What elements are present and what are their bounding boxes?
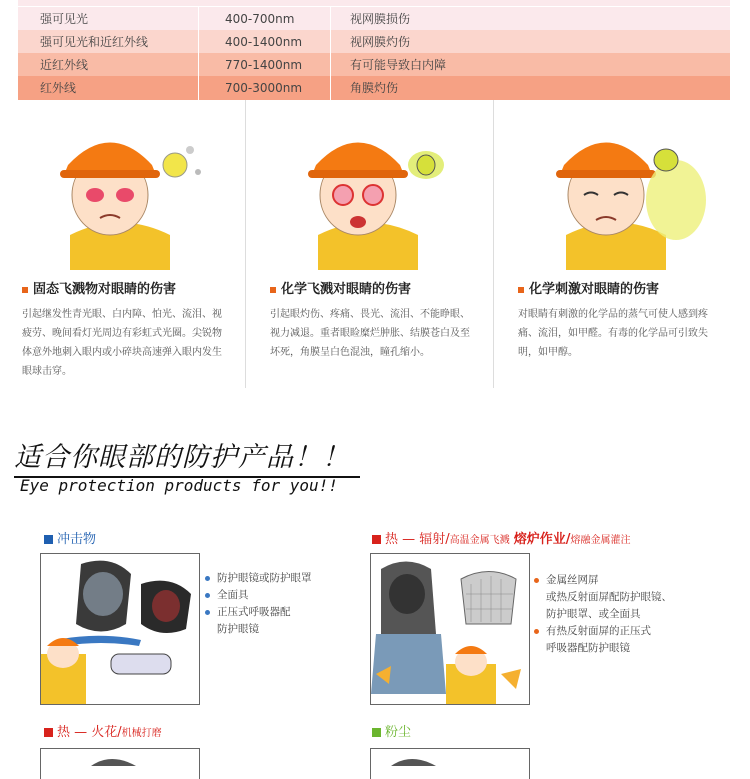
row-effect: 有可能导致白内障 xyxy=(350,58,447,72)
hazard-title: 化学刺激对眼睛的伤害 xyxy=(518,278,659,297)
divider xyxy=(245,100,246,388)
impact-products-illustration xyxy=(40,553,200,705)
list-item: 防护眼镜 xyxy=(217,623,259,635)
hazard-title: 化学飞溅对眼睛的伤害 xyxy=(270,278,411,297)
impact-section-title: 冲击物 xyxy=(44,528,96,547)
impact-product-list xyxy=(205,570,312,638)
list-item: 或热反射面屏配防护眼镜、 xyxy=(546,591,672,603)
divider xyxy=(493,100,494,388)
hazard-title: 固态飞溅物对眼睛的伤害 xyxy=(22,278,176,297)
row-name: 近红外线 xyxy=(40,58,89,72)
row-range: 400-700nm xyxy=(225,12,295,26)
row-name: 强可见光 xyxy=(40,12,89,26)
list-item: 金属丝网屏 xyxy=(534,572,672,589)
row-effect: 视网膜损伤 xyxy=(350,12,411,26)
table-row xyxy=(18,76,730,100)
worker-illustration-chemical-splash xyxy=(278,110,458,270)
dust-section-title: 粉尘 xyxy=(372,721,411,740)
heat-radiation-section-title: 热 — 辐射/高温金属飞溅 熔炉作业/熔融金属灌注 xyxy=(372,528,631,547)
list-item: 全面具 xyxy=(205,587,312,604)
table-row xyxy=(18,0,730,6)
row-name: 强可见光和近红外线 xyxy=(40,35,149,49)
table-row xyxy=(18,53,730,77)
worker-illustration-chemical-irritation xyxy=(526,110,706,270)
row-effect: 角膜灼伤 xyxy=(350,81,399,95)
row-range: 700-3000nm xyxy=(225,81,303,95)
row-range: 770-1400nm xyxy=(225,58,303,72)
hazard-panel-chemical-splash xyxy=(248,100,486,390)
row-range: 400-1400nm xyxy=(225,35,303,49)
table-row xyxy=(18,7,730,31)
hazard-description: 引起眼灼伤、疼痛、畏光、流泪、不能睁眼、视力减退。重者眼睑糜烂肿胀、结膜苍白及至坏死，角膜呈白色混浊，瞳孔缩小。 xyxy=(270,309,470,358)
worker-illustration-solid xyxy=(30,110,210,270)
hazard-panel-chemical-irritation xyxy=(496,100,734,390)
list-item: 呼吸器配防护眼镜 xyxy=(546,642,630,654)
section-subheadline: Eye protection products for you!! xyxy=(20,476,338,495)
heat-product-list xyxy=(534,572,672,657)
section-headline: 适合你眼部的防护产品！！ xyxy=(14,440,360,478)
table-row xyxy=(18,30,730,54)
hazard-description: 对眼睛有刺激的化学品的蒸气可使人感到疼痛、流泪，如甲醛。有毒的化学品可引致失明，如甲醇。 xyxy=(518,309,708,358)
heat-products-illustration xyxy=(370,553,530,705)
spark-products-illustration xyxy=(40,748,200,779)
list-item: 正压式呼吸器配 xyxy=(205,604,312,621)
row-effect: 视网膜灼伤 xyxy=(350,35,411,49)
list-item: 防护眼罩、或全面具 xyxy=(546,608,641,620)
hazard-panel-solid xyxy=(0,100,238,390)
row-name: 红外线 xyxy=(40,81,77,95)
dust-products-illustration xyxy=(370,748,530,779)
spark-section-title: 热 — 火花/机械打磨 xyxy=(44,721,162,740)
hazard-description: 引起继发性青光眼、白内障、怕光、流泪、视疲劳、晚间看灯光周边有彩虹式光圈。尖锐物体意外地刺入眼内或小碎块高速弹入眼内发生眼球击穿。 xyxy=(22,309,222,377)
list-item: 防护眼镜或防护眼罩 xyxy=(205,570,312,587)
list-item: 有热反射面屏的正压式 xyxy=(534,623,672,640)
